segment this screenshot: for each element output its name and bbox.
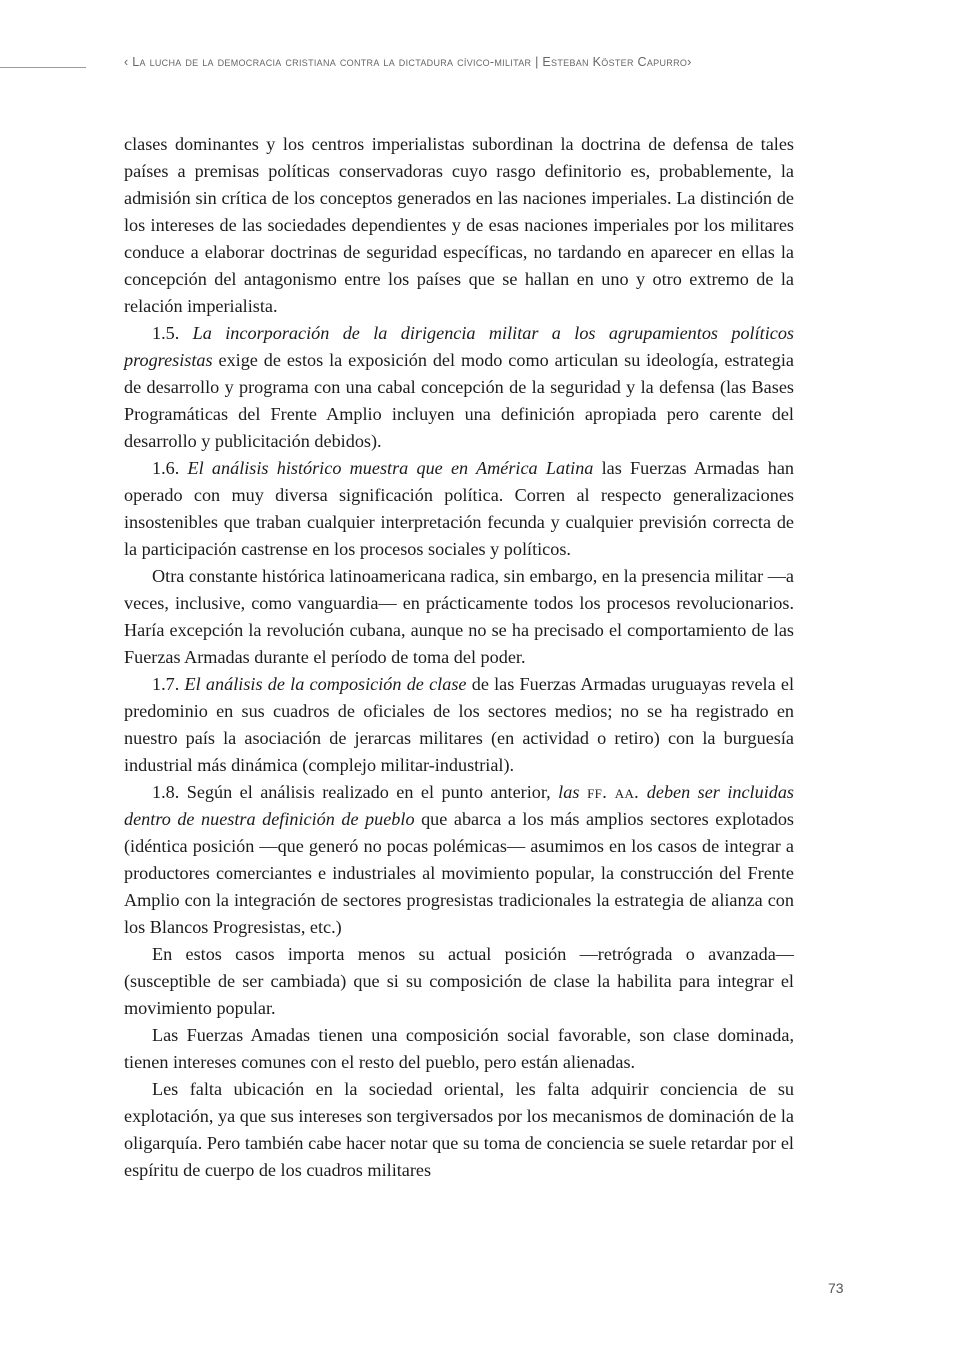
section-heading: El análisis de la composición de clase <box>184 674 467 694</box>
running-head: ‹ La lucha de la democracia cristiana contra la dictadura cívico-militar | Esteban Köster Capurro› <box>124 55 692 69</box>
header-rule <box>0 67 86 68</box>
paragraph-text: que abarca a los más amplios sectores explotados (idéntica posición —que generó no pocas polémicas— asumimos en los casos de integrar a productores comerciantes e industriales al movimiento popular, la construcción del Frente Amplio con la integración de sectores progresistas tradicionales la estrategia de alianza con los Blancos Progresistas, etc.) <box>124 809 795 937</box>
paragraph-text: de las Fuerzas Armadas uruguayas revela el predominio en sus cuadros de oficiales de los sectores medios; no se ha registrado en nuestro país la asociación de jerarcas militares (en actividad o retiro) con la burguesía industrial más dinámica (complejo militar-industrial). <box>124 674 795 775</box>
paragraph-text: exige de estos la exposición del modo como articulan su ideología, estrategia de desarrollo y programa con una cabal concepción de la seguridad y la defensa (las Bases Programáticas del Frente Amplio incluyen una definición apropiada pero carente del desarrollo y publicitación debidos). <box>124 350 794 451</box>
paragraph-8: Las Fuerzas Amadas tienen una composición social favorable, son clase dominada, tienen intereses comunes con el resto del pueblo, pero están alienadas. <box>124 1025 794 1072</box>
paragraph-7: En estos casos importa menos su actual posición —retrógrada o avanzada— (susceptible de ser cambiada) que si su composición de clase la habilita para integrar el movimiento popular. <box>124 944 794 1018</box>
paragraph-1-8 <box>124 779 794 941</box>
paragraph-text: Según el análisis realizado en el punto anterior, <box>186 782 559 802</box>
section-number: 1.8. <box>152 782 187 802</box>
paragraph-1-5 <box>124 320 794 455</box>
section-number: 1.5. <box>152 323 193 343</box>
paragraph-9: Les falta ubicación en la sociedad oriental, les falta adquirir conciencia de su explotación, ya que sus intereses son tergiversados por los mecanismos de dominación de la oligarquía. Pero también cabe hacer notar que su toma de conciencia se suele retardar por el espíritu de cuerpo de los cuadros militares <box>124 1079 794 1180</box>
paragraph-4: Otra constante histórica latinoamericana radica, sin embargo, en la presencia militar —a veces, inclusive, como vanguardia— en prácticamente todos los procesos revolucionarios. Haría excepción la revolución cubana, aunque no se ha precisado el comportamiento de las Fuerzas Armadas durante el período de toma del poder. <box>124 566 794 667</box>
page-number: 73 <box>828 1280 844 1296</box>
section-heading: deben ser incluidas dentro de nuestra definición de pueblo <box>124 782 795 829</box>
section-heading: La incorporación de la dirigencia militar a los agrupamientos políticos progresistas <box>124 323 795 370</box>
paragraph-1: clases dominantes y los centros imperialistas subordinan la doctrina de defensa de tales países a premisas políticas conservadoras cuyo rasgo definitorio es, probablemente, la admisión sin crítica de los conceptos generados en las naciones imperiales. La distinción de los intereses de las sociedades dependientes y de esas naciones imperiales por los militares conduce a elaborar doctrinas de seguridad específicas, no tardando en aparecer en ellas la concepción del antagonismo entre los países que se hallan en uno y otro extremo de la relación imperialista. <box>124 134 794 316</box>
section-heading: El análisis histórico muestra que en América Latina <box>187 458 594 478</box>
paragraph-1-7 <box>124 671 794 779</box>
section-number: 1.6. <box>152 458 188 478</box>
abbreviation-ffaa: ff. aa. <box>579 782 647 802</box>
body-text <box>124 131 794 1184</box>
emphasis-las: las <box>558 782 580 802</box>
section-number: 1.7. <box>152 674 185 694</box>
paragraph-text: las Fuerzas Armadas han operado con muy diversa significación política. Corren al respecto generalizaciones insostenibles que traban cualquier interpretación fecunda y cualquier previsión correcta de la participación castrense en los procesos sociales y políticos. <box>124 458 794 559</box>
paragraph-1-6 <box>124 455 794 563</box>
